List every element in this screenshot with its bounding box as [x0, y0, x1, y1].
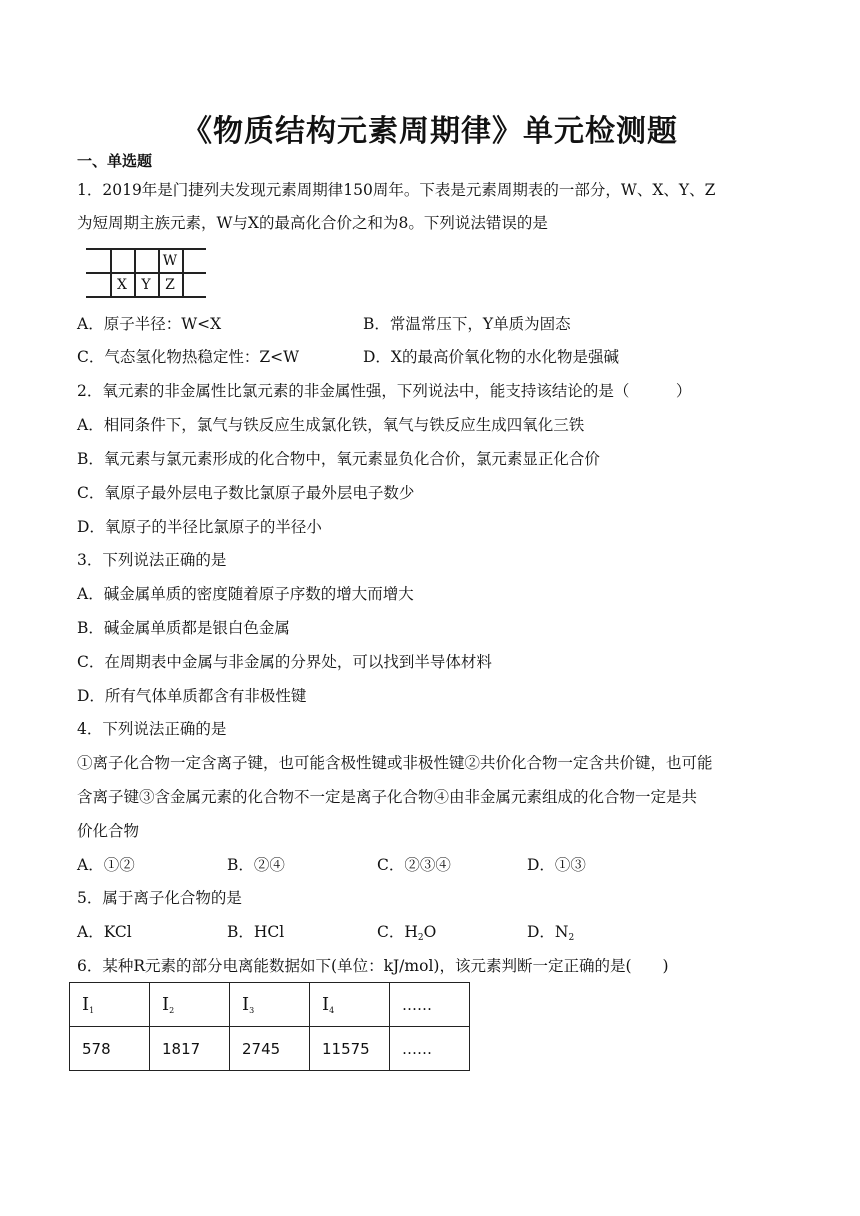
q5-option-b: B．HCl	[227, 923, 285, 941]
header-cell: $I_4$	[310, 983, 390, 1027]
q5-option-c: C．$H_2O$	[377, 923, 437, 943]
page-title: 《物质结构元素周期律》单元检测题	[182, 114, 678, 149]
q3-option-a: A．碱金属单质的密度随着原子序数的增大而增大	[77, 585, 414, 603]
q2-option-b: B．氧元素与氯元素形成的化合物中，氧元素显负化合价，氯元素显正化合价	[77, 450, 600, 468]
section-heading: 一、单选题	[77, 152, 153, 170]
cell-x: X	[117, 277, 127, 293]
q4-statement-line3: 价化合物	[77, 822, 140, 840]
header-cell: ……	[390, 983, 470, 1027]
q4-statement-line2: 含离子键③含金属元素的化合物不一定是离子化合物④由非金属元素组成的化合物一定是共	[77, 788, 698, 806]
q4-option-c: C．②③④	[377, 856, 451, 874]
value-cell: 578	[70, 1027, 150, 1071]
table-row	[70, 1027, 470, 1071]
cell-w: W	[162, 253, 178, 269]
q2-option-c: C．氧原子最外层电子数比氯原子最外层电子数少	[77, 484, 415, 502]
q6-stem: 6．某种R元素的部分电离能数据如下(单位：kJ/mol)，该元素判断一定正确的是( )	[77, 957, 669, 975]
q1-stem-line2: 为短周期主族元素，W与X的最高化合价之和为8。下列说法错误的是	[77, 214, 548, 232]
value-cell: ……	[390, 1027, 470, 1071]
q4-option-d: D．①③	[527, 856, 586, 874]
header-cell: $I_3$	[230, 983, 310, 1027]
q5-option-d: D．$N_2$	[527, 923, 575, 943]
value-cell: 2745	[230, 1027, 310, 1071]
q2-option-d: D．氧原子的半径比氯原子的半径小	[77, 518, 322, 536]
cell-y: Y	[141, 277, 151, 293]
q4-option-a: A．①②	[77, 856, 135, 874]
value-cell: 1817	[150, 1027, 230, 1071]
q1-option-b: B．常温常压下，Y单质为固态	[363, 315, 571, 333]
q3-option-c: C．在周期表中金属与非金属的分界处，可以找到半导体材料	[77, 653, 492, 671]
q5-option-a: A．KCl	[77, 923, 132, 941]
q3-stem: 3．下列说法正确的是	[77, 551, 227, 569]
q3-option-d: D．所有气体单质都含有非极性键	[77, 687, 307, 705]
q3-option-b: B．碱金属单质都是银白色金属	[77, 619, 290, 637]
q1-option-c: C．气态氢化物热稳定性：Z<W	[77, 348, 300, 366]
table-header-row	[70, 983, 470, 1027]
q4-statement-line1: ①离子化合物一定含离子键，也可能含极性键或非极性键②共价化合物一定含共价键，也可能	[77, 754, 713, 772]
q1-stem-line1: 1．2019年是门捷列夫发现元素周期律150周年。下表是元素周期表的一部分，W、X、Y、Z	[77, 181, 716, 199]
cell-z: Z	[165, 277, 175, 293]
q4-option-b: B．②④	[227, 856, 285, 874]
q2-option-a: A．相同条件下，氯气与铁反应生成氯化铁，氧气与铁反应生成四氧化三铁	[77, 416, 585, 434]
q5-stem: 5．属于离子化合物的是	[77, 889, 242, 907]
q2-stem: 2．氧元素的非金属性比氯元素的非金属性强，下列说法中，能支持该结论的是（ ）	[77, 382, 692, 400]
header-cell: $I_2$	[150, 983, 230, 1027]
header-cell: $I_1$	[70, 983, 150, 1027]
q1-option-d: D．X的最高价氧化物的水化物是强碱	[363, 348, 619, 366]
q4-stem: 4．下列说法正确的是	[77, 720, 227, 738]
ionization-energy-table	[69, 982, 470, 1071]
q1-option-a: A．原子半径：W<X	[77, 315, 222, 333]
value-cell: 11575	[310, 1027, 390, 1071]
